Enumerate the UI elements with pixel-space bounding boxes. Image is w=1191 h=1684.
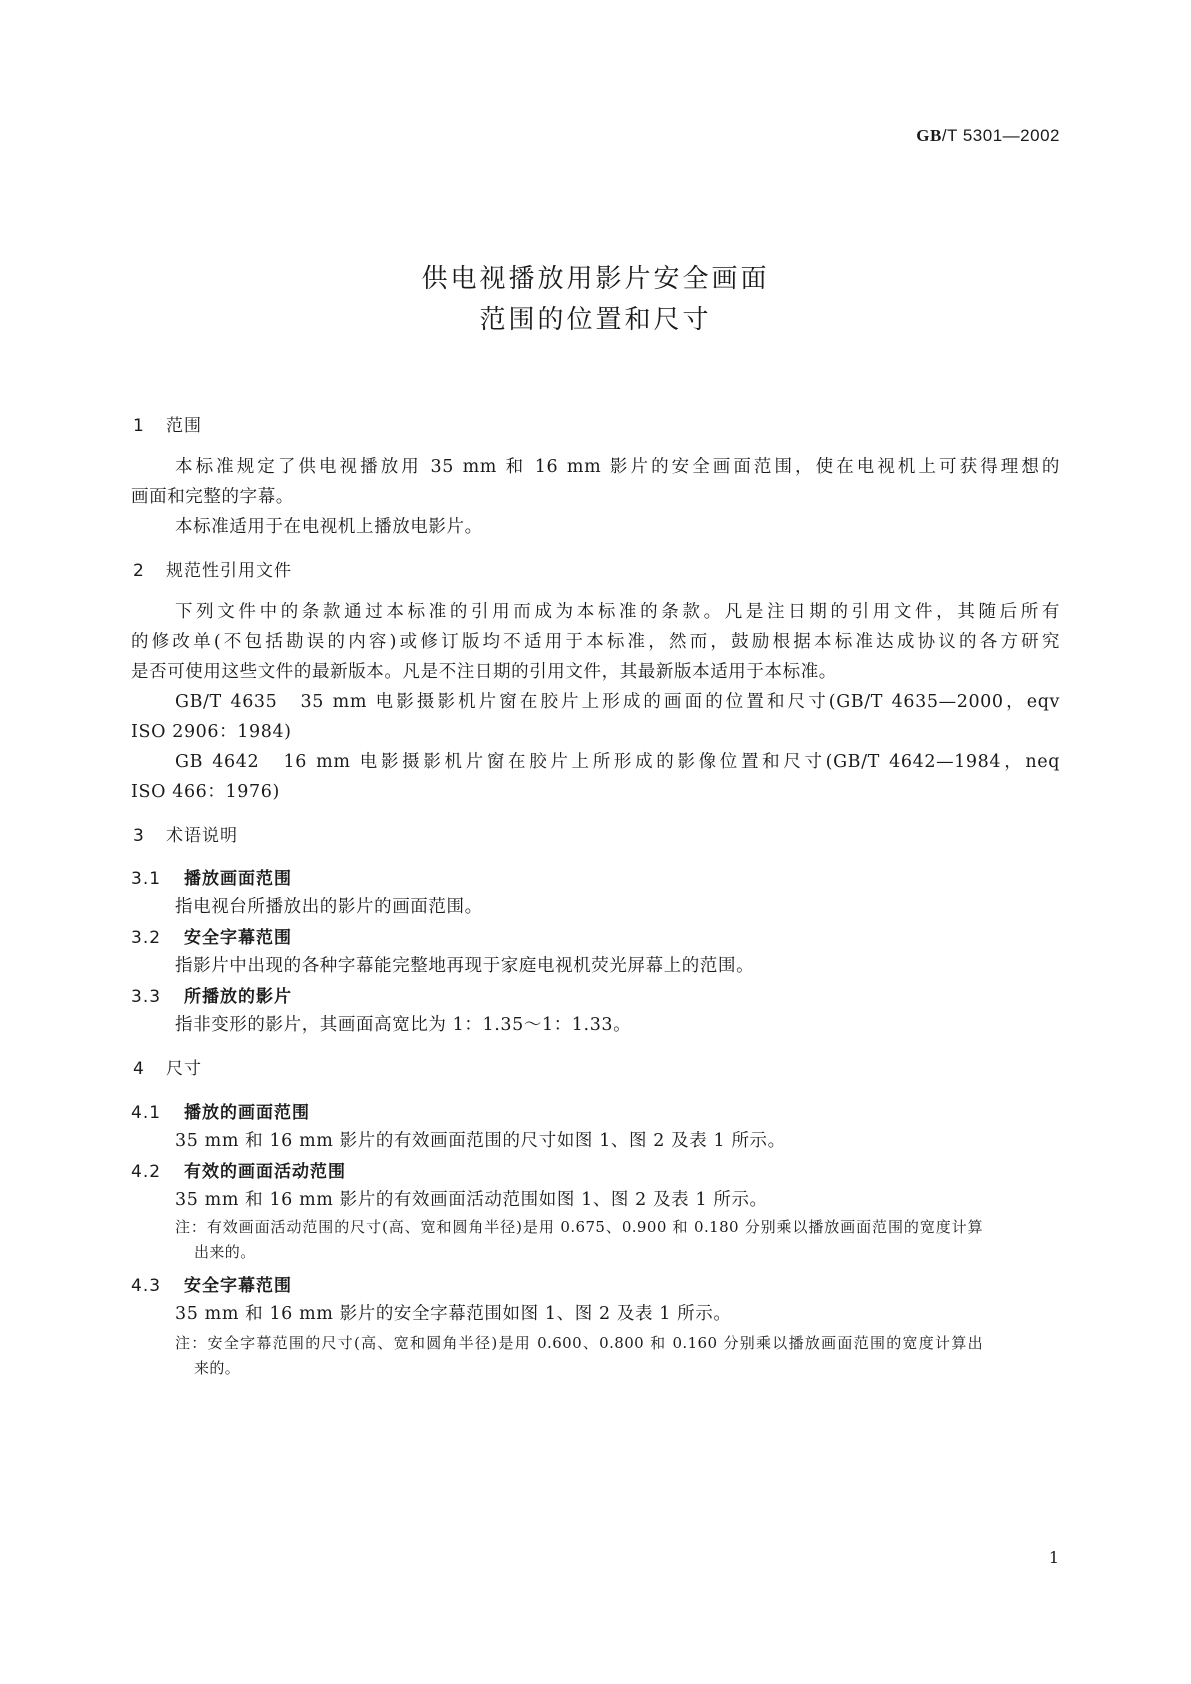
term-3-3-number: 3.3 (131, 987, 162, 1007)
page-number: 1 (1048, 1548, 1059, 1567)
term-3-1-number: 3.1 (131, 869, 162, 889)
term-3-3-heading (131, 982, 292, 1007)
section-3-title: 术语说明 (166, 826, 238, 846)
document-code-gb: GB (916, 126, 942, 145)
section-4-heading (133, 1054, 202, 1079)
title-line-2: 范围的位置和尺寸 (479, 305, 712, 335)
reference-1-line-2: ISO 2906：1984) (131, 722, 292, 742)
clause-4-3-heading (131, 1271, 292, 1296)
term-3-2-heading (131, 923, 292, 948)
clause-4-2-title: 有效的画面活动范围 (184, 1162, 346, 1182)
document-code (916, 126, 1060, 146)
section-2-title: 规范性引用文件 (166, 561, 292, 581)
clause-4-2-heading (131, 1157, 346, 1182)
clause-4-1-title: 播放的画面范围 (184, 1103, 310, 1123)
clause-4-3-note-line-2: 来的。 (194, 1359, 241, 1377)
reference-2-line-2: ISO 466：1976) (131, 782, 280, 802)
section-1-para-2: 本标准适用于在电视机上播放电影片。 (175, 517, 483, 537)
section-1-title: 范围 (166, 416, 202, 436)
clause-4-2-number: 4.2 (131, 1162, 162, 1182)
clause-4-2-note-line-2: 出来的。 (194, 1243, 256, 1261)
term-3-3-title: 所播放的影片 (184, 987, 292, 1007)
clause-4-3-note-line-1: 注：安全字幕范围的尺寸(高、宽和圆角半径)是用 0.600、0.800 和 0.160 分别乘以播放画面范围的宽度计算出 (175, 1334, 983, 1352)
section-1-number: 1 (133, 416, 145, 436)
term-3-3-text: 指非变形的影片，其画面高宽比为 1：1.35～1：1.33。 (175, 1015, 632, 1035)
term-3-1-heading (131, 864, 292, 889)
section-2-number: 2 (133, 561, 145, 581)
title-line-1: 供电视播放用影片安全画面 (421, 264, 770, 294)
reference-1-line-1: GB/T 4635 35 mm 电影摄影机片窗在胶片上形成的画面的位置和尺寸(GB/T 4635—2000，eqv (175, 692, 1060, 712)
document-code-rest: /T 5301—2002 (941, 126, 1060, 145)
term-3-2-text: 指影片中出现的各种字幕能完整地再现于家庭电视机荧光屏幕上的范围。 (175, 956, 755, 976)
section-4-number: 4 (133, 1059, 145, 1079)
reference-2-line-1: GB 4642 16 mm 电影摄影机片窗在胶片上所形成的影像位置和尺寸(GB/T 4642—1984，neq (175, 752, 1060, 772)
section-1-para-1-line-2: 画面和完整的字幕。 (131, 487, 294, 507)
clause-4-3-number: 4.3 (131, 1276, 162, 1296)
clause-4-2-text: 35 mm 和 16 mm 影片的有效画面活动范围如图 1、图 2 及表 1 所示。 (175, 1190, 768, 1210)
section-1-para-1-line-1: 本标准规定了供电视播放用 35 mm 和 16 mm 影片的安全画面范围，使在电视机上可获得理想的 (175, 457, 1060, 477)
clause-4-3-text: 35 mm 和 16 mm 影片的安全字幕范围如图 1、图 2 及表 1 所示。 (175, 1304, 732, 1324)
section-2-heading (133, 556, 292, 581)
clause-4-2-note-line-1: 注：有效画面活动范围的尺寸(高、宽和圆角半径)是用 0.675、0.900 和 0.180 分别乘以播放画面范围的宽度计算 (175, 1218, 983, 1236)
section-4-title: 尺寸 (166, 1059, 202, 1079)
clause-4-1-heading (131, 1098, 310, 1123)
clause-4-1-text: 35 mm 和 16 mm 影片的有效画面范围的尺寸如图 1、图 2 及表 1 所示。 (175, 1131, 786, 1151)
section-2-para-line-2: 的修改单(不包括勘误的内容)或修订版均不适用于本标准，然而，鼓励根据本标准达成协议的各方研究 (131, 632, 1060, 652)
section-3-number: 3 (133, 826, 145, 846)
term-3-1-title: 播放画面范围 (184, 869, 292, 889)
term-3-1-text: 指电视台所播放出的影片的画面范围。 (175, 897, 483, 917)
term-3-2-number: 3.2 (131, 928, 162, 948)
section-2-para-line-3: 是否可使用这些文件的最新版本。凡是不注日期的引用文件，其最新版本适用于本标准。 (131, 662, 837, 682)
term-3-2-title: 安全字幕范围 (184, 928, 292, 948)
section-1-heading (133, 411, 202, 436)
clause-4-1-number: 4.1 (131, 1103, 162, 1123)
section-3-heading (133, 821, 238, 846)
section-2-para-line-1: 下列文件中的条款通过本标准的引用而成为本标准的条款。凡是注日期的引用文件，其随后所有 (175, 602, 1060, 622)
clause-4-3-title: 安全字幕范围 (184, 1276, 292, 1296)
